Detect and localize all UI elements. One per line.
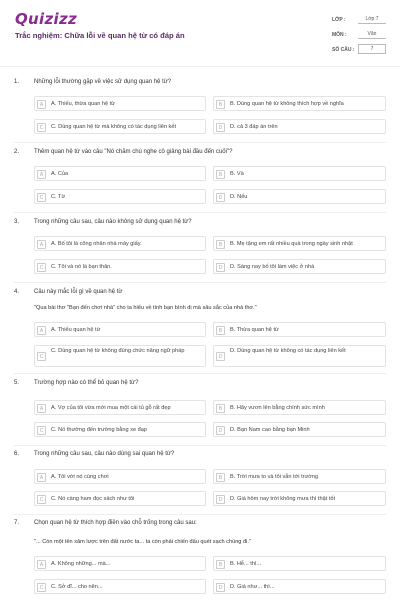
question-quote: "... Còn một tên xâm lược trên đất nước ta... ta còn phải chiến đấu quét sạch chúng đi." xyxy=(34,539,251,545)
question-number: 2. xyxy=(14,149,20,155)
option-text: B. Hãy vươn lên bằng chính sức mình xyxy=(230,405,325,411)
option-letter: D xyxy=(216,583,225,592)
option-letter: C xyxy=(37,123,46,132)
option-letter: B xyxy=(216,170,225,179)
option-text: D. Dùng quan hệ từ không có tác dụng liên kết xyxy=(230,348,346,354)
option-c[interactable] xyxy=(34,345,206,367)
option-text: C. Sở dĩ... cho nên... xyxy=(51,584,103,590)
option-c[interactable] xyxy=(34,119,206,134)
question-text: Những lỗi thường gặp về việc sử dụng quan hệ từ? xyxy=(34,79,172,85)
option-text: D. Giá hôm nay trời không mưa thì thật tốt xyxy=(230,496,336,502)
option-c[interactable] xyxy=(34,579,206,594)
option-letter: A xyxy=(37,404,46,413)
question-quote: "Qua bài thơ "Bạn đến chơi nhà" cho ta hiểu về tình bạn bình dị mà sâu sắc của nhà thơ." xyxy=(34,305,257,311)
option-letter: A xyxy=(37,240,46,249)
option-letter: C xyxy=(37,495,46,504)
option-a[interactable] xyxy=(34,166,206,181)
option-letter: C xyxy=(37,426,46,435)
option-text: C. Nó càng ham đọc sách như tôi xyxy=(51,496,135,502)
subject-value: Văn xyxy=(358,31,386,39)
option-text: D. Nếu xyxy=(230,194,248,200)
option-letter: C xyxy=(37,583,46,592)
option-letter: A xyxy=(37,560,46,569)
option-text: A. Thiếu quan hệ từ xyxy=(51,327,101,333)
option-text: B. Trời mưa to và tôi vẫn tới trường xyxy=(230,474,319,480)
question-text: Thêm quan hệ từ vào câu "Nó chăm chú nghe cô giảng bài đầu đến cuối"? xyxy=(34,149,233,155)
option-letter: B xyxy=(216,560,225,569)
option-letter: A xyxy=(37,473,46,482)
option-letter: C xyxy=(37,193,46,202)
option-b[interactable] xyxy=(213,96,386,111)
question-text: Trong những câu sau, câu nào dùng sai quan hệ từ? xyxy=(34,451,175,457)
option-a[interactable] xyxy=(34,556,206,571)
worksheet-header xyxy=(0,0,400,62)
option-letter: D xyxy=(216,193,225,202)
option-c[interactable] xyxy=(34,491,206,506)
option-text: C. Dùng quan hệ từ không đúng chức năng ngữ pháp xyxy=(51,348,185,354)
worksheet-title: Trắc nghiệm: Chữa lỗi về quan hệ từ có đáp án xyxy=(15,31,185,40)
option-b[interactable] xyxy=(213,469,386,484)
option-letter: D xyxy=(216,426,225,435)
option-letter: B xyxy=(216,404,225,413)
question-text: Chọn quan hệ từ thích hợp điền vào chỗ trống trong câu sau: xyxy=(34,520,197,526)
option-b[interactable] xyxy=(213,236,386,251)
option-text: D. Bạn Nam cao bằng bạn Minh xyxy=(230,427,310,433)
header-divider xyxy=(0,66,400,67)
option-text: B. Mẹ tặng em rất nhiều quà trong ngày sinh nhật xyxy=(230,241,353,247)
question-divider xyxy=(14,445,386,446)
option-a[interactable] xyxy=(34,96,206,111)
option-text: A. Không những... mà... xyxy=(51,561,111,567)
question-divider xyxy=(14,142,386,143)
option-letter: A xyxy=(37,326,46,335)
question-text: Trong những câu sau, câu nào không sử dụng quan hệ từ? xyxy=(34,219,192,225)
option-text: B. Và xyxy=(230,171,244,177)
question-number: 4. xyxy=(14,289,20,295)
option-letter: A xyxy=(37,170,46,179)
option-text: B. Thừa quan hệ từ xyxy=(230,327,279,333)
option-letter: B xyxy=(216,326,225,335)
option-a[interactable] xyxy=(34,469,206,484)
option-d[interactable] xyxy=(213,422,386,437)
option-d[interactable] xyxy=(213,491,386,506)
option-text: B. Dùng quan hệ từ không thích hợp về nghĩa xyxy=(230,101,344,107)
option-letter: C xyxy=(37,352,46,361)
option-letter: A xyxy=(37,100,46,109)
option-d[interactable] xyxy=(213,579,386,594)
question-count-value: 7 xyxy=(358,44,386,54)
option-b[interactable] xyxy=(213,400,386,415)
option-text: A. Bố tôi là công nhân nhà máy giấy. xyxy=(51,241,142,247)
grade-label: LỚP : xyxy=(332,17,346,23)
question-number: 7. xyxy=(14,520,20,526)
option-letter: B xyxy=(216,473,225,482)
question-number: 3. xyxy=(14,219,20,225)
option-text: B. Hễ... thì... xyxy=(230,561,262,567)
question-divider xyxy=(14,514,386,515)
option-d[interactable] xyxy=(213,189,386,204)
option-letter: B xyxy=(216,240,225,249)
question-number: 1. xyxy=(14,79,20,85)
option-a[interactable] xyxy=(34,322,206,337)
option-text: A. Của xyxy=(51,171,69,177)
question-number: 5. xyxy=(14,380,20,386)
option-text: A. Tôi với nó cùng chơi xyxy=(51,474,109,480)
option-c[interactable] xyxy=(34,422,206,437)
quizizz-logo: Quizizz xyxy=(15,10,78,28)
option-d[interactable] xyxy=(213,119,386,134)
question-divider xyxy=(14,282,386,283)
subject-label: MÔN : xyxy=(332,32,347,38)
option-a[interactable] xyxy=(34,400,206,415)
option-text: A. Thiếu, thừa quan hệ từ xyxy=(51,101,115,107)
question-divider xyxy=(14,212,386,213)
question-text: Trường hợp nào có thể bỏ quan hệ từ? xyxy=(34,380,139,386)
question-divider xyxy=(14,373,386,374)
option-text: C. Nó thường đến trường bằng xe đạp xyxy=(51,427,147,433)
option-text: D. Sáng nay bố tôi làm việc ở nhà xyxy=(230,264,315,270)
option-a[interactable] xyxy=(34,236,206,251)
option-text: C. Dùng quan hệ từ mà không có tác dụng liên kết xyxy=(51,124,177,130)
option-text: A. Vợ của tôi vừa mới mua một cái tủ gỗ rất đẹp xyxy=(51,405,171,411)
question-text: Câu này mắc lỗi gì về quan hệ từ xyxy=(34,289,123,295)
option-d[interactable] xyxy=(213,259,386,274)
option-text: C. Tôi và nó là bạn thân. xyxy=(51,264,112,270)
grade-value: Lớp 7 xyxy=(358,16,386,24)
question-number: 6. xyxy=(14,451,20,457)
option-b[interactable] xyxy=(213,322,386,337)
option-letter: D xyxy=(216,263,225,272)
option-b[interactable] xyxy=(213,556,386,571)
option-d[interactable] xyxy=(213,345,386,367)
option-c[interactable] xyxy=(34,259,206,274)
option-b[interactable] xyxy=(213,166,386,181)
option-letter: C xyxy=(37,263,46,272)
option-letter: D xyxy=(216,352,225,361)
option-letter: D xyxy=(216,123,225,132)
option-c[interactable] xyxy=(34,189,206,204)
option-letter: D xyxy=(216,495,225,504)
option-text: C. Từ xyxy=(51,194,66,200)
option-text: D. Giá như... thì... xyxy=(230,584,275,590)
option-text: D. cả 3 đáp án trên xyxy=(230,124,278,130)
question-count-label: SỐ CÂU : xyxy=(332,47,355,53)
option-letter: B xyxy=(216,100,225,109)
